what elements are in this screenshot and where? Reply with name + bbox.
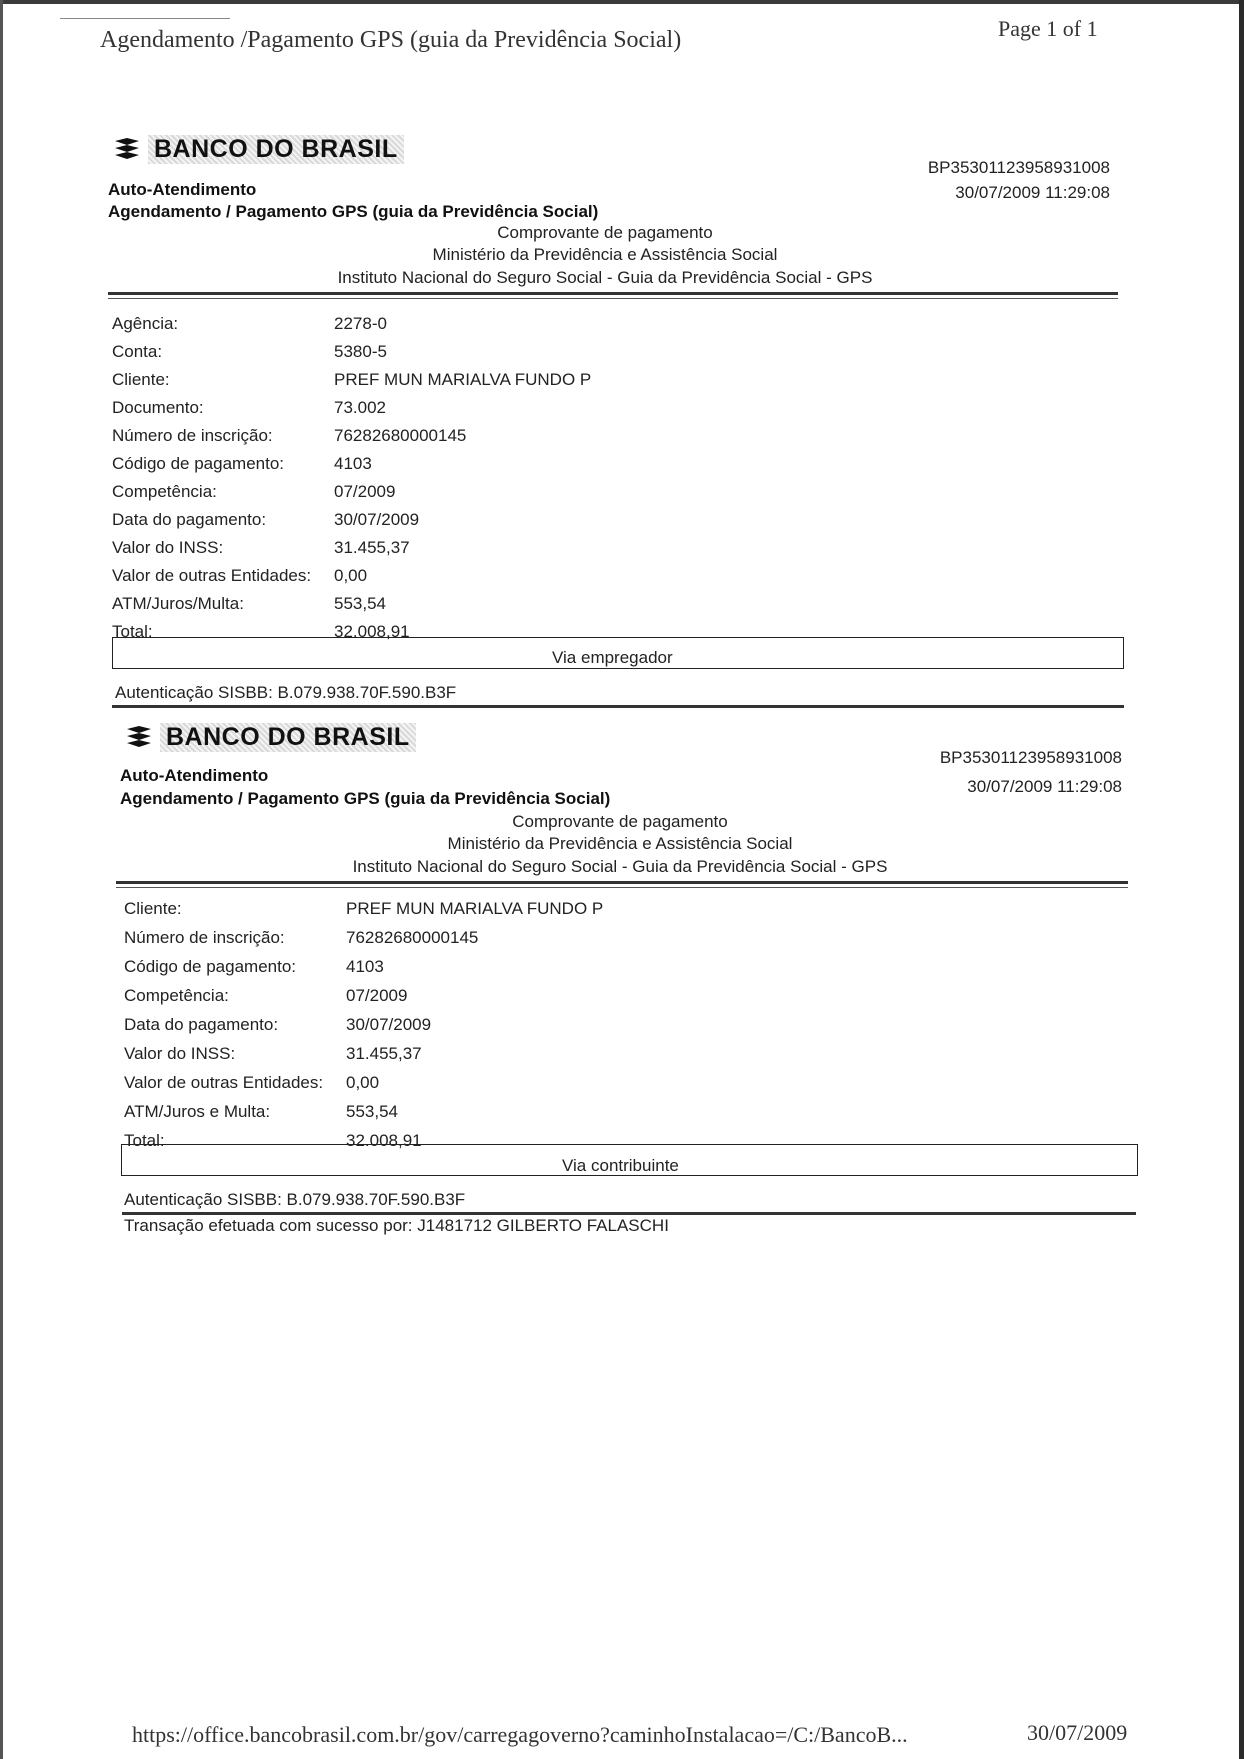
ministry-name: Ministério da Previdência e Assistência Social	[432, 245, 778, 264]
field-row	[112, 594, 591, 622]
transaction-datetime: 30/07/2009 11:29:08	[955, 183, 1110, 202]
field-value: 07/2009	[334, 482, 396, 501]
field-label: Data do pagamento:	[112, 510, 267, 529]
field-label: Total:	[124, 1131, 165, 1150]
field-value: 0,00	[334, 566, 368, 585]
field-value: 4103	[346, 957, 384, 976]
field-row	[124, 928, 603, 957]
field-label: Número de inscrição:	[124, 928, 285, 947]
field-label: ATM/Juros e Multa:	[124, 1102, 271, 1121]
field-label: Valor do INSS:	[112, 538, 224, 557]
field-value: 4103	[334, 454, 372, 473]
institute-name: Instituto Nacional do Seguro Social - Guia da Previdência Social - GPS	[337, 268, 873, 287]
field-value: 0,00	[346, 1073, 380, 1092]
field-row	[112, 342, 591, 370]
field-value: 76282680000145	[346, 928, 479, 947]
page-count: Page 1 of 1	[998, 16, 1098, 41]
field-label: Conta:	[112, 342, 163, 361]
scan-edge-right	[1239, 0, 1244, 1759]
field-label: Competência:	[124, 986, 229, 1005]
field-label: Código de pagamento:	[112, 454, 285, 473]
transaction-code: BP35301123958931008	[939, 748, 1122, 767]
field-label: Valor de outras Entidades:	[112, 566, 312, 585]
field-row	[124, 1015, 603, 1044]
field-row	[112, 566, 591, 594]
field-value: 30/07/2009	[346, 1015, 432, 1034]
field-value: 30/07/2009	[334, 510, 420, 529]
field-value: 31.455,37	[346, 1044, 422, 1063]
field-label: Cliente:	[124, 899, 182, 918]
field-label: Valor de outras Entidades:	[124, 1073, 324, 1092]
field-value: 07/2009	[346, 986, 408, 1005]
transaction-datetime: 30/07/2009 11:29:08	[967, 777, 1122, 796]
field-label: Valor do INSS:	[124, 1044, 236, 1063]
field-row	[112, 454, 591, 482]
transaction-note: Transação efetuada com sucesso por: J1481712 GILBERTO FALASCHI	[124, 1216, 669, 1235]
field-row	[124, 1102, 603, 1131]
section-divider	[112, 705, 1124, 708]
field-row	[124, 1044, 603, 1073]
service-name: Auto-Atendimento	[108, 180, 257, 199]
field-label: Documento:	[112, 398, 204, 417]
authentication-code: Autenticação SISBB: B.079.938.70F.590.B3F	[124, 1190, 466, 1209]
operation-title: Agendamento / Pagamento GPS (guia da Previdência Social)	[108, 202, 599, 221]
bank-logo-icon	[112, 137, 142, 163]
service-name: Auto-Atendimento	[120, 766, 269, 785]
field-label: Número de inscrição:	[112, 426, 273, 445]
authentication-code: Autenticação SISBB: B.079.938.70F.590.B3F	[115, 683, 457, 702]
print-date: 30/07/2009	[1027, 1720, 1128, 1745]
via-label: Via contribuinte	[562, 1156, 679, 1175]
bank-logo-icon	[124, 725, 154, 751]
fields-list	[124, 899, 603, 1155]
ministry-name: Ministério da Previdência e Assistência Social	[447, 834, 793, 853]
bank-logo-text: BANCO DO BRASIL	[148, 135, 404, 164]
operation-title: Agendamento / Pagamento GPS (guia da Previdência Social)	[120, 789, 611, 808]
field-row	[112, 398, 591, 426]
field-row	[112, 482, 591, 510]
section-divider-thin	[108, 298, 1118, 299]
field-row	[112, 510, 591, 538]
bank-logo-text: BANCO DO BRASIL	[160, 723, 416, 752]
field-row	[124, 1073, 603, 1102]
field-row	[112, 538, 591, 566]
page-url: https://office.bancobrasil.com.br/gov/carregagoverno?caminhoInstalacao=/C:/BancoB...	[132, 1722, 908, 1747]
field-label: Data do pagamento:	[124, 1015, 279, 1034]
field-label: ATM/Juros/Multa:	[112, 594, 244, 613]
field-value: 5380-5	[334, 342, 387, 361]
section-divider	[116, 881, 1128, 884]
field-value: PREF MUN MARIALVA FUNDO P	[334, 370, 592, 389]
receipt-type: Comprovante de pagamento	[512, 812, 728, 831]
field-value: 553,54	[334, 594, 386, 613]
field-value: 31.455,37	[334, 538, 410, 557]
scan-edge-top	[0, 0, 1244, 4]
field-label: Competência:	[112, 482, 217, 501]
receipt-type: Comprovante de pagamento	[497, 223, 713, 242]
field-value: 2278-0	[334, 314, 387, 333]
field-value: 32.008,91	[346, 1131, 422, 1150]
via-label: Via empregador	[552, 648, 673, 667]
institute-name: Instituto Nacional do Seguro Social - Guia da Previdência Social - GPS	[352, 857, 888, 876]
transaction-code: BP35301123958931008	[927, 158, 1110, 177]
field-row	[124, 957, 603, 986]
field-value: 553,54	[346, 1102, 398, 1121]
field-row	[112, 370, 591, 398]
bank-logo	[124, 723, 416, 752]
section-divider-thin	[116, 887, 1128, 888]
field-label: Código de pagamento:	[124, 957, 297, 976]
page-title: Agendamento /Pagamento GPS (guia da Previdência Social)	[100, 27, 682, 53]
field-value: PREF MUN MARIALVA FUNDO P	[346, 899, 604, 918]
field-label: Cliente:	[112, 370, 170, 389]
fields-list	[112, 314, 591, 646]
field-row	[112, 314, 591, 342]
section-divider	[108, 292, 1118, 295]
bank-logo	[112, 135, 404, 164]
field-label: Total:	[112, 622, 153, 641]
field-row	[124, 899, 603, 928]
field-label: Agência:	[112, 314, 179, 333]
field-row	[124, 986, 603, 1015]
scan-edge-left	[0, 0, 3, 1759]
top-rule	[60, 18, 230, 19]
field-value: 32.008,91	[334, 622, 410, 641]
field-value: 73.002	[334, 398, 386, 417]
field-value: 76282680000145	[334, 426, 467, 445]
field-row	[112, 426, 591, 454]
section-divider	[122, 1212, 1136, 1215]
